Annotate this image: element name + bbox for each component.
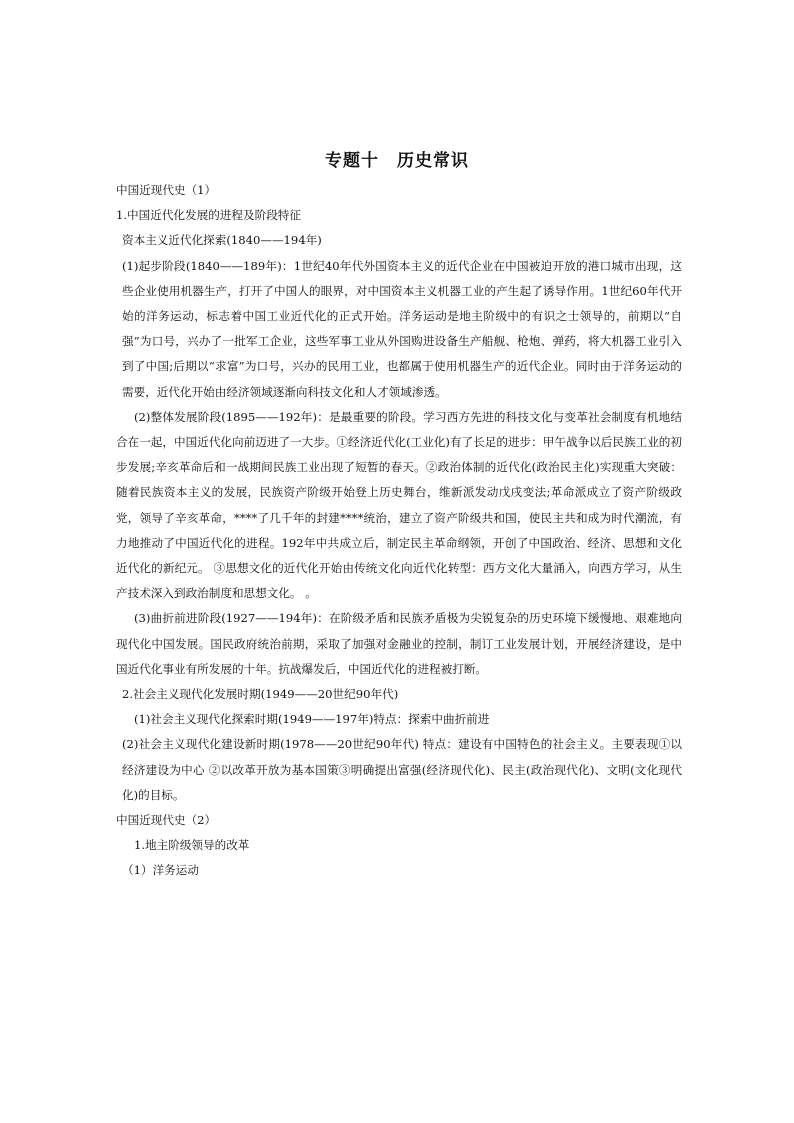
stage-heading: 资本主义近代化探索(1840——194年) (122, 233, 322, 248)
subsection-heading: 1.地主阶级领导的改革 (134, 838, 250, 853)
list-item: (1)社会主义现代化探索时期(1949——197年)特点：探索中曲折前进 (134, 712, 490, 727)
page-title: 专题十 历史常识 (325, 151, 469, 171)
section-heading: 中国近现代史（2） (116, 813, 217, 828)
paragraph-new-period: (2)社会主义现代化建设新时期(1978——20世纪90年代) 特点：建设有中国特色的社会主义。主要表现①以经济建设为中心 ②以改革开放为基本国策③明确提出富强(经济现代化)、民主(政治现代化)、文明(文化现代化)的目标。 (122, 737, 682, 802)
paragraph-stage-3: (3)曲折前进阶段(1927——194年)：在阶级矛盾和民族矛盾极为尖锐复杂的历史环境下缓慢地、艰难地向现代化中国发展。国民政府统治前期，采取了加强对金融业的控制，制订工业发展计划，开展经济建设，是中国近代化事业有所发展的十年。抗战爆发后，中国近代化的进程被打断。 (116, 611, 682, 676)
paragraph-stage-2: (2)整体发展阶段(1895——192年)：是最重要的阶段。学习西方先进的科技文化与变革社会制度有机地结合在一起，中国近代化向前迈进了一大步。①经济近代化(工业化)有了长足的进步：甲午战争以后民族工业的初步发展;辛亥革命后和一战期间民族工业出现了短暂的春天。②政治体制的近代化(政治民主化)实现重大突破：随着民族资本主义的发展，民族资产阶级开始登上历史舞台，维新派发动戊戌变法;革命派成立了资产阶级政党，领导了辛亥革命，****了几千年的封建****统治，建立了资产阶级共和国，使民主共和成为时代潮流，有力地推动了中国近代化的进程。192年中共成立后，制定民主革命纲领，开创了中国政治、经济、思想和文化近代化的新纪元。 ③思想文化的近代化开始由传统文化向近代化转型：西方文化大量涌入，向西方学习，从生产技术深入到政治制度和思想文化。 。 (116, 409, 682, 601)
document-body (116, 178, 682, 884)
subsection-heading: 1.中国近代化发展的进程及阶段特征 (116, 208, 301, 223)
subsection-heading: 2.社会主义现代化发展时期(1949——20世纪90年代) (122, 687, 399, 702)
list-item: （1）洋务运动 (122, 863, 199, 878)
paragraph-stage-1: (1)起步阶段(1840——189年)：1世纪40年代外国资本主义的近代企业在中国被迫开放的港口城市出现，这些企业使用机器生产，打开了中国人的眼界，对中国资本主义机器工业的产生起了诱导作用。1世纪60年代开始的洋务运动，标志着中国工业近代化的正式开始。洋务运动是地主阶级中的有识之士领导的，前期以“自强”为口号，兴办了一批军工企业，这些军事工业从外国购进设备生产船舰、枪炮、弹药，将大机器工业引入到了中国;后期以“求富”为口号，兴办的民用工业，也都属于使用机器生产的近代企业。同时由于洋务运动的需要，近代化开始由经济领域逐渐向科技文化和人才领域渗透。 (122, 258, 682, 399)
section-heading: 中国近现代史（1） (116, 183, 217, 197)
